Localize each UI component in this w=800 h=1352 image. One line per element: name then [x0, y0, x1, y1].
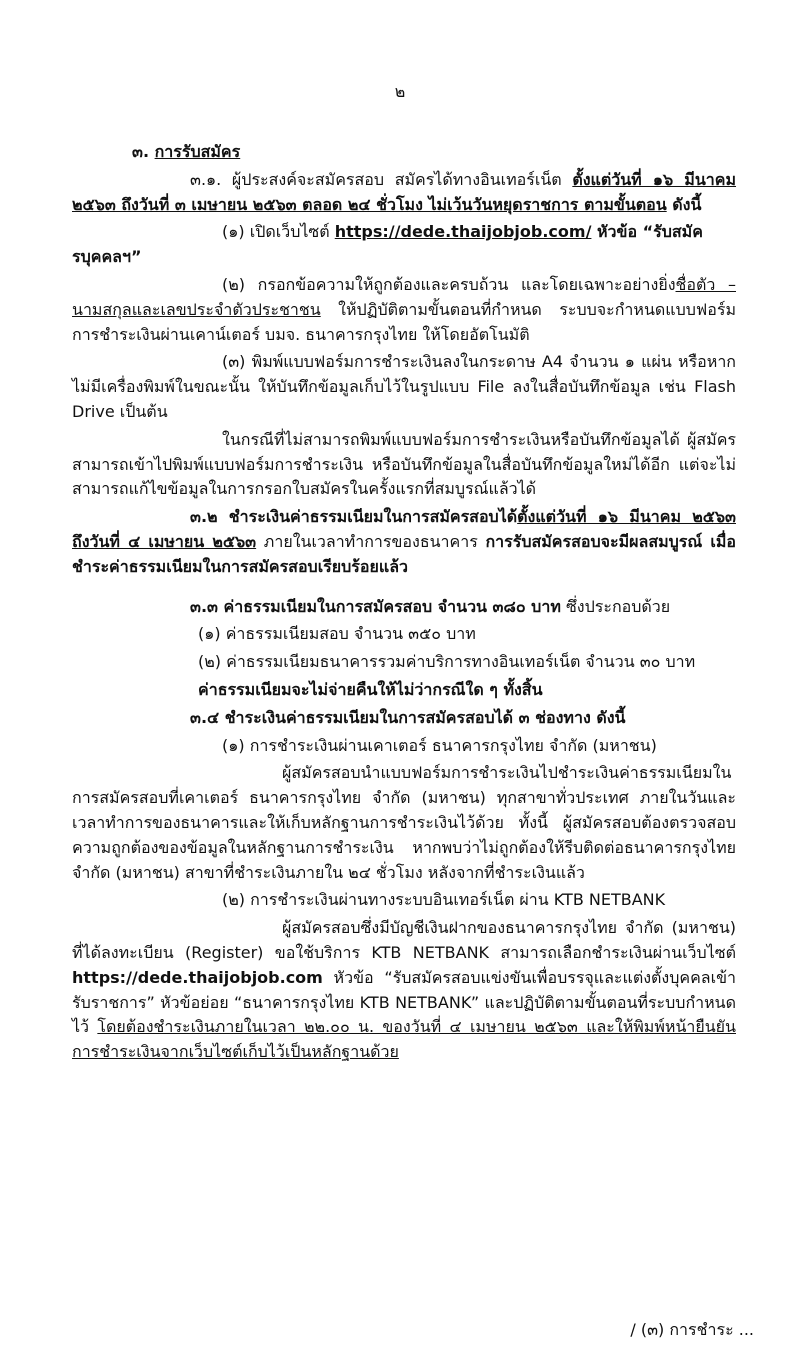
clause-3-2-lead: ๓.๒ ชำระเงินค่าธรรมเนียมในการสมัครสอบได้ [190, 507, 518, 527]
clause-3-1-lead: ๓.๑. ผู้ประสงค์จะสมัครสอบ สมัครได้ทางอินเทอร์เน็ต [190, 169, 573, 189]
clause-3-3-tail: ซึ่งประกอบด้วย [560, 596, 671, 616]
fee-item-2: (๒) ค่าธรรมเนียมธนาคารรวมค่าบริการทางอินเทอร์เน็ต จำนวน ๓๐ บาท [198, 652, 696, 672]
fee-item-1: (๑) ค่าธรรมเนียมสอบ จำนวน ๓๕๐ บาท [198, 624, 476, 644]
step-1-text: (๑) เปิดเว็บไซต์ [222, 222, 335, 242]
clause-3-1 [72, 168, 736, 218]
clause-3-2-tail: การรับสมัครสอบจะมีผลสมบูรณ์ เมื่อชำระค่าธรรมเนียมในการสมัครสอบเรียบร้อยแล้ว [72, 531, 736, 576]
document-body [72, 140, 736, 1068]
clause-3-1-step-3: (๓) พิมพ์แบบฟอร์มการชำระเงินลงในกระดาษ A4 จำนวน ๑ แผ่น หรือหากไม่มีเครื่องพิมพ์ในขณะนั้น ให้บันทึกข้อมูลเก็บไว้ในรูปแบบ File ลงในสื่อบันทึกข้อมูล เช่น Flash Drive เป็นต้น [72, 352, 737, 421]
application-url-link[interactable]: https://dede.thaijobjob.com/ [334, 222, 592, 242]
clause-3-1-step-1 [72, 220, 736, 270]
clause-3-4: ๓.๔ ชำระเงินค่าธรรมเนียมในการสมัครสอบได้ ๓ ช่องทาง ดังนี้ [190, 707, 626, 727]
clause-3-3-lead: ๓.๓ ค่าธรรมเนียมในการสมัครสอบ จำนวน ๓๘๐ บาท [190, 596, 561, 616]
clause-3-1-note: ในกรณีที่ไม่สามารถพิมพ์แบบฟอร์มการชำระเงินหรือบันทึกข้อมูลได้ ผู้สมัครสามารถเข้าไปพิมพ์แบบฟอร์มการชำระเงิน หรือบันทึกข้อมูลในสื่อบันทึกข้อมูลใหม่ได้อีก แต่จะไม่สามารถแก้ไขข้อมูลในการกรอกใบสมัครในครั้งแรกที่สมบูรณ์แล้วได้ [72, 429, 736, 499]
channel-1-title: (๑) การชำระเงินผ่านเคาเตอร์ ธนาคารกรุงไทย จำกัด (มหาชน) [222, 735, 657, 755]
step-1-topic: หัวข้อ “รับสมัครบุคคลฯ” [72, 222, 703, 267]
channel-2-title: (๒) การชำระเงินผ่านทางระบบอินเทอร์เน็ต ผ่าน KTB NETBANK [222, 890, 666, 910]
clause-3-2 [72, 505, 736, 579]
no-refund-note: ค่าธรรมเนียมจะไม่จ่ายคืนให้ไม่ว่ากรณีใด ๆ ทั้งสิ้น [198, 679, 543, 699]
channel-2-text: ผู้สมัครสอบซึ่งมีบัญชีเงินฝากของธนาคารกรุงไทย จำกัด (มหาชน) ที่ได้ลงทะเบียน (Register) ขอใช้บริการ KTB NETBANK สามารถเลือกชำระเงินผ่านเว็บไซต์ [72, 918, 736, 962]
clause-3-1-step-2 [72, 273, 736, 347]
channel-2-url-link[interactable]: https://dede.thaijobjob.com [72, 967, 323, 987]
clause-3-3 [72, 595, 736, 620]
step-2-text: (๒) กรอกข้อความให้ถูกต้องและครบถ้วน และโดยเฉพาะอย่างยิ่ง [222, 274, 676, 294]
step-2-post: ให้ปฏิบัติตามขั้นตอนที่กำหนด ระบบจะกำหนดแบบฟอร์มการชำระเงินผ่านเคาน์เตอร์ บมจ. ธนาคารกรุงไทย ให้โดยอัตโนมัติ [72, 299, 736, 344]
section-heading [72, 140, 736, 165]
page-number: ๒ [394, 82, 406, 101]
section-title: การรับสมัคร [154, 142, 241, 161]
channel-2-deadline: โดยต้องชำระเงินภายในเวลา ๒๒.๐๐ น. ของวันที่ ๔ เมษายน ๒๕๖๓ และให้พิมพ์หน้ายืนยันการชำระเงินจากเว็บไซต์เก็บไว้เป็นหลักฐานด้วย [72, 1017, 736, 1062]
step-2-underlined: ชื่อตัว – นามสกุลและเลขประจำตัวประชาชน [72, 274, 736, 319]
section-number: ๓. [132, 142, 150, 161]
channel-2-body [72, 916, 736, 1065]
clause-3-1-period: ตั้งแต่วันที่ ๑๖ มีนาคม ๒๕๖๓ ถึงวันที่ ๓ เมษายน ๒๕๖๓ ตลอด ๒๔ ชั่วโมง ไม่เว้นวันหยุดราชการ ตามขั้นตอน [72, 169, 737, 214]
clause-3-2-period: ตั้งแต่วันที่ ๑๖ มีนาคม ๒๕๖๓ ถึงวันที่ ๔ เมษายน ๒๕๖๓ [72, 507, 736, 551]
clause-3-1-tail: ดังนี้ [666, 194, 702, 214]
channel-2-mid: หัวข้อ “รับสมัครสอบแข่งขันเพื่อบรรจุและแต่งตั้งบุคคลเข้ารับราชการ” หัวข้อย่อย “ธนาคารกรุงไทย KTB NETBANK” และปฏิบัติตามขั้นตอนที่ระบบกำหนดไว้ [72, 967, 736, 1037]
clause-3-2-mid: ภายในเวลาทำการของธนาคาร [256, 531, 486, 551]
channel-1-body: ผู้สมัครสอบนำแบบฟอร์มการชำระเงินไปชำระเงินค่าธรรมเนียมในการสมัครสอบที่เคาเตอร์ ธนาคารกรุงไทย จำกัด (มหาชน) ทุกสาขาทั่วประเทศ ภายในวันและเวลาทำการของธนาคารและให้เก็บหลักฐานการชำระเงินไว้ด้วย ทั้งนี้ ผู้สมัครสอบต้องตรวจสอบความถูกต้องของข้อมูลในหลักฐานการชำระเงิน หากพบว่าไม่ถูกต้องให้รีบติดต่อธนาคารกรุงไทย จำกัด (มหาชน) สาขาที่ชำระเงินภายใน ๒๔ ชั่วโมง หลังจากที่ชำระเงินแล้ว [72, 763, 736, 882]
continuation-note: / (๓) การชำระ ... [630, 1320, 754, 1339]
